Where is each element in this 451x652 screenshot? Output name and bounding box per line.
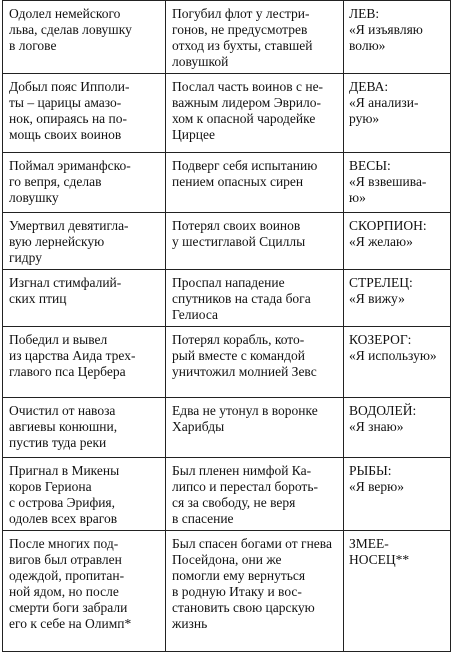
labor-cell <box>3 398 166 458</box>
odyssey-cell-line: Потерял корабль, кото- <box>172 332 305 347</box>
sign-cell <box>344 153 451 213</box>
labor-cell-line: его к себе на Олимп* <box>9 616 132 631</box>
labor-cell-line: Одолел немейского <box>9 6 121 21</box>
sign-cell <box>344 213 451 270</box>
sign-cell <box>344 1 451 74</box>
labor-cell-line: пустив туда реки <box>9 435 107 450</box>
zodiac-table <box>2 0 451 652</box>
sign-cell-line: «Я верю» <box>349 479 405 494</box>
labor-cell-line: После многих под- <box>9 536 119 551</box>
odyssey-cell-line: Потерял своих воинов <box>172 218 301 233</box>
odyssey-cell-line: Проспал нападение <box>172 275 285 290</box>
odyssey-cell-line: гонов, не предусмотрев <box>172 22 308 37</box>
sign-cell-line: «Я знаю» <box>349 419 404 434</box>
odyssey-cell-line: ся за свободу, не веря <box>172 495 296 510</box>
sign-cell-line: ю» <box>349 190 366 205</box>
odyssey-cell <box>166 213 344 270</box>
odyssey-cell-line: в родную Итаку и вос- <box>172 584 302 599</box>
sign-cell-line: СТРЕЛЕЦ: <box>349 275 413 290</box>
labor-cell-line: ских птиц <box>9 291 67 306</box>
labor-cell-line: одеждой, пропитан- <box>9 568 125 583</box>
labor-cell <box>3 327 166 398</box>
odyssey-cell-line: Погубил флот у лестри- <box>172 6 310 21</box>
sign-cell-line: «Я изъявляю <box>349 22 423 37</box>
sign-cell-line: КОЗЕРОГ: <box>349 332 412 347</box>
odyssey-cell-line: спутников на стада бога <box>172 291 311 306</box>
labor-cell-line: Очистил от навоза <box>9 403 116 418</box>
sign-cell-line: «Я взвешива- <box>349 174 427 189</box>
labor-cell <box>3 74 166 153</box>
sign-cell-line: «Я использую» <box>349 348 437 363</box>
labor-cell-line: Изгнал стимфалий- <box>9 275 122 290</box>
labor-cell <box>3 531 166 652</box>
labor-cell <box>3 153 166 213</box>
odyssey-cell-line: Посейдона, они же <box>172 552 282 567</box>
labor-cell-line: Поймал эриманфско- <box>9 158 131 173</box>
odyssey-cell-line: Был спасен богами от гнева <box>172 536 332 551</box>
sign-cell <box>344 74 451 153</box>
odyssey-cell-line: становить свою царскую <box>172 600 315 615</box>
labor-cell <box>3 1 166 74</box>
odyssey-cell-line: Послал часть воинов с не- <box>172 79 324 94</box>
labor-cell-line: Умертвил девятигла- <box>9 218 129 233</box>
table-row <box>3 458 451 531</box>
sign-cell <box>344 270 451 327</box>
odyssey-cell-line: пением опасных сирен <box>172 174 304 189</box>
table-row <box>3 153 451 213</box>
labor-cell-line: авгиевы конюшни, <box>9 419 118 434</box>
labor-cell-line: главого пса Цербера <box>9 364 126 379</box>
table-row <box>3 1 451 74</box>
sign-cell-line: ЛЕВ: <box>349 6 380 21</box>
sign-cell-line: ВЕСЫ: <box>349 158 391 173</box>
sign-cell <box>344 327 451 398</box>
sign-cell-line: ДЕВА: <box>349 79 389 94</box>
table-row <box>3 270 451 327</box>
sign-cell-line: РЫБЫ: <box>349 463 392 478</box>
sign-cell-line: «Я анализи- <box>349 95 419 110</box>
odyssey-cell <box>166 270 344 327</box>
sign-cell-line: рую» <box>349 111 380 126</box>
sign-cell <box>344 398 451 458</box>
labor-cell <box>3 213 166 270</box>
sign-cell-line: «Я вижу» <box>349 291 405 306</box>
odyssey-cell-line: помогли ему вернуться <box>172 568 306 583</box>
sign-cell-line: СКОРПИОН: <box>349 218 427 233</box>
odyssey-cell-line: рый вместе с командой <box>172 348 305 363</box>
odyssey-cell-line: Цирцее <box>172 127 215 142</box>
sign-cell-line: «Я желаю» <box>349 234 413 249</box>
labor-cell-line: одолев всех врагов <box>9 511 118 526</box>
odyssey-cell-line: у шестиглавой Сциллы <box>172 234 306 249</box>
labor-cell-line: гидру <box>9 250 42 265</box>
odyssey-cell-line: Был пленен нимфой Ка- <box>172 463 312 478</box>
odyssey-cell <box>166 74 344 153</box>
table-body <box>3 1 451 652</box>
odyssey-cell-line: Харибды <box>172 419 225 434</box>
sign-cell <box>344 531 451 652</box>
labor-cell-line: смерти боги забрали <box>9 600 128 615</box>
odyssey-cell-line: Подверг себя испытанию <box>172 158 318 173</box>
labor-cell-line: из царства Аида трех- <box>9 348 136 363</box>
odyssey-cell-line: уничтожил молнией Зевс <box>172 364 317 379</box>
odyssey-cell-line: липсо и перестал бороть- <box>172 479 318 494</box>
labor-cell <box>3 270 166 327</box>
labor-cell <box>3 458 166 531</box>
odyssey-cell-line: жизнь <box>172 616 208 631</box>
labor-cell-line: го вепря, сделав <box>9 174 102 189</box>
odyssey-cell-line: Гелиоса <box>172 307 218 322</box>
labor-cell-line: ловушку <box>9 190 59 205</box>
sign-cell <box>344 458 451 531</box>
table-row <box>3 213 451 270</box>
odyssey-cell <box>166 153 344 213</box>
labor-cell-line: Пригнал в Микены <box>9 463 120 478</box>
labor-cell-line: ной ядом, но после <box>9 584 119 599</box>
labor-cell-line: Победил и вывел <box>9 332 108 347</box>
odyssey-cell <box>166 327 344 398</box>
labor-cell-line: в логове <box>9 38 57 53</box>
table-row <box>3 327 451 398</box>
labor-cell-line: коров Гериона <box>9 479 92 494</box>
labor-cell-line: мощь своих воинов <box>9 127 122 142</box>
labor-cell-line: нок, опираясь на по- <box>9 111 128 126</box>
sign-cell-line: волю» <box>349 38 386 53</box>
odyssey-cell <box>166 1 344 74</box>
sign-cell-line: ЗМЕЕ- <box>349 536 389 551</box>
table-row <box>3 398 451 458</box>
labor-cell-line: Добыл пояс Ипполи- <box>9 79 130 94</box>
labor-cell-line: с острова Эрифия, <box>9 495 116 510</box>
odyssey-cell <box>166 531 344 652</box>
odyssey-cell-line: отход из бухты, ставшей <box>172 38 313 53</box>
odyssey-cell-line: в спасение <box>172 511 234 526</box>
odyssey-cell-line: Едва не утонул в воронке <box>172 403 318 418</box>
odyssey-cell <box>166 458 344 531</box>
odyssey-cell <box>166 398 344 458</box>
sign-cell-line: ВОДОЛЕЙ: <box>349 403 417 418</box>
odyssey-cell-line: важным лидером Эврило- <box>172 95 321 110</box>
table-row <box>3 531 451 652</box>
labor-cell-line: льва, сделав ловушку <box>9 22 132 37</box>
labor-cell-line: вигов был отравлен <box>9 552 122 567</box>
odyssey-cell-line: хом к опасной чародейке <box>172 111 316 126</box>
odyssey-cell-line: ловушкой <box>172 54 229 69</box>
table-row <box>3 74 451 153</box>
sign-cell-line: НОСЕЦ** <box>349 552 410 567</box>
labor-cell-line: ты – царицы амазо- <box>9 95 122 110</box>
labor-cell-line: вую лернейскую <box>9 234 105 249</box>
